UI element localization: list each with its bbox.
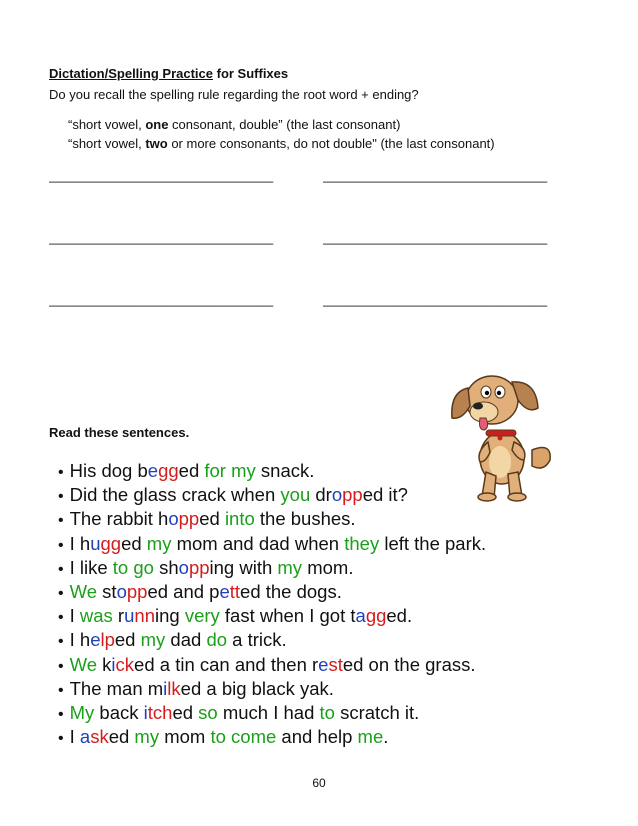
page-title: [49, 66, 288, 81]
sentence-item: [58, 677, 486, 701]
sentence-segment: sk: [90, 726, 109, 748]
sentence-segment: ed: [172, 701, 199, 723]
sentence-segment: His dog b: [69, 460, 148, 481]
sentence-segment: k: [97, 653, 112, 675]
bullet-icon: •: [58, 512, 64, 530]
sentence-segment: was: [79, 605, 113, 627]
sentence-segment: my: [140, 629, 166, 651]
sentence-segment: i: [143, 701, 148, 723]
bullet-icon: •: [58, 705, 64, 723]
sentence-segment: tch: [147, 701, 173, 723]
sentence-segment: e: [318, 653, 329, 675]
sentence-segment: st: [97, 580, 117, 602]
sentence-segment: ed and p: [147, 580, 220, 602]
title-underlined: Dictation/Spelling Practice: [49, 66, 213, 81]
page-number: 60: [312, 776, 326, 790]
sentence-segment: pp: [342, 484, 363, 506]
rule2-bold: two: [145, 136, 168, 151]
sentence-segment: me: [357, 726, 384, 748]
bullet-icon: •: [58, 657, 64, 675]
sentence-segment: .: [383, 726, 389, 748]
sentence-segment: We: [69, 580, 98, 602]
sentence-segment: ed: [121, 532, 147, 554]
sentence-segment: u: [90, 532, 101, 554]
sentence-segment: ed a big black yak.: [180, 677, 334, 699]
rule2-text: “short vowel,: [68, 136, 146, 151]
sentence-segment: ing with: [209, 556, 278, 578]
sentence-item: [58, 483, 486, 507]
sentence-segment: ck: [115, 653, 135, 675]
sentence-segment: a trick.: [227, 629, 287, 651]
sentence-segment: I like: [69, 556, 113, 578]
sentence-segment: to: [319, 701, 335, 723]
sentence-segment: o: [116, 580, 127, 602]
sentence-segment: I h: [69, 629, 91, 651]
sentence-segment: We: [69, 653, 98, 675]
sentence-item: [58, 604, 486, 628]
sentence-segment: g: [158, 460, 169, 481]
spelling-rule-question: Do you recall the spelling rule regarding the root word + ending?: [49, 87, 419, 102]
sentence-segment: they: [344, 532, 380, 554]
sentence-segment: ed: [178, 460, 205, 481]
sentence-segment: pp: [188, 556, 210, 578]
writing-line[interactable]: _______________________________: [49, 230, 274, 245]
sentence-segment: I: [69, 605, 80, 627]
sentence-segment: e: [219, 580, 230, 602]
sentence-segment: sh: [153, 556, 179, 578]
sentence-segment: e: [147, 460, 159, 481]
bullet-icon: •: [58, 488, 64, 506]
sentence-item: [58, 459, 486, 483]
sentence-segment: my: [146, 532, 172, 554]
sentence-item: [58, 580, 486, 604]
sentence-segment: ed a tin can and then r: [134, 653, 319, 675]
read-sentences-heading: Read these sentences.: [49, 425, 190, 440]
sentence-segment: The man m: [69, 677, 164, 699]
title-rest: for Suffixes: [213, 66, 289, 81]
rule1-text: “short vowel,: [68, 117, 146, 132]
sentence-segment: so: [198, 701, 218, 723]
sentence-segment: dr: [310, 484, 332, 506]
sentence-segment: o: [331, 484, 343, 506]
bullet-icon: •: [58, 730, 64, 748]
sentence-segment: Did the glass crack when: [69, 484, 281, 506]
bullet-icon: •: [58, 681, 64, 699]
bullet-icon: •: [58, 464, 64, 481]
rule-one-consonant: [68, 117, 400, 132]
sentence-list: [58, 459, 486, 749]
sentence-segment: to go: [112, 556, 154, 578]
sentence-segment: to come: [210, 726, 277, 748]
sentence-segment: i: [163, 677, 168, 699]
writing-line[interactable]: _______________________________: [323, 168, 548, 183]
sentence-segment: ed: [199, 508, 225, 530]
sentence-segment: and help: [276, 726, 358, 748]
rule1-bold: one: [145, 117, 169, 132]
sentence-item: [58, 556, 486, 580]
bullet-icon: •: [58, 560, 64, 578]
sentence-segment: you: [280, 484, 311, 506]
sentence-segment: scratch it.: [334, 701, 420, 723]
sentence-segment: left the park.: [379, 532, 487, 554]
sentence-item: [58, 701, 486, 725]
sentence-segment: ed: [114, 629, 141, 651]
writing-line[interactable]: _______________________________: [49, 292, 274, 307]
rule2-text-end: or more consonants, do not double" (the last consonant): [167, 136, 495, 151]
sentence-segment: back: [94, 701, 144, 723]
sentence-segment: for my: [204, 460, 256, 481]
sentence-segment: mom.: [302, 556, 354, 578]
sentence-segment: pp: [126, 580, 148, 602]
sentence-segment: o: [168, 508, 179, 530]
writing-line[interactable]: _______________________________: [323, 230, 548, 245]
sentence-segment: into: [224, 508, 255, 530]
sentence-segment: snack.: [255, 460, 315, 481]
sentence-segment: tt: [229, 580, 241, 602]
sentence-segment: ing: [154, 605, 185, 627]
sentence-segment: a: [355, 605, 366, 627]
sentence-segment: I h: [69, 532, 91, 554]
sentence-segment: lk: [167, 677, 181, 699]
sentence-segment: very: [184, 605, 220, 627]
sentence-item: [58, 725, 486, 749]
bullet-icon: •: [58, 633, 64, 651]
sentence-segment: ed the dogs.: [240, 580, 342, 602]
bullet-icon: •: [58, 609, 64, 627]
sentence-segment: r: [112, 605, 125, 627]
sentence-item: [58, 532, 486, 556]
sentence-segment: The rabbit h: [69, 508, 169, 530]
rule-two-consonants: [68, 136, 495, 151]
sentence-segment: mom: [159, 726, 211, 748]
bullet-icon: •: [58, 584, 64, 602]
sentence-item: [58, 507, 486, 531]
sentence-segment: the bushes.: [254, 508, 356, 530]
sentence-segment: a: [79, 726, 91, 748]
sentence-segment: ed it?: [362, 484, 408, 506]
sentence-segment: mom and dad when: [171, 532, 345, 554]
sentence-segment: gg: [365, 605, 387, 627]
sentence-segment: I: [69, 726, 80, 748]
sentence-segment: fast when I got t: [219, 605, 356, 627]
sentence-segment: o: [178, 556, 189, 578]
sentence-segment: nn: [134, 605, 155, 627]
sentence-segment: much I had: [217, 701, 320, 723]
sentence-item: [58, 628, 486, 652]
sentence-segment: st: [328, 653, 343, 675]
sentence-segment: pp: [178, 508, 200, 530]
sentence-segment: i: [111, 653, 116, 675]
sentence-segment: ed: [108, 726, 135, 748]
sentence-segment: u: [124, 605, 135, 627]
sentence-segment: ed on the grass.: [342, 653, 476, 675]
writing-line[interactable]: _______________________________: [49, 168, 274, 183]
rule1-text-end: consonant, double” (the last consonant): [168, 117, 401, 132]
sentence-segment: g: [168, 460, 179, 481]
sentence-segment: e: [90, 629, 101, 651]
sentence-segment: gg: [100, 532, 122, 554]
sentence-item: [58, 653, 486, 677]
writing-line[interactable]: _______________________________: [323, 292, 548, 307]
sentence-segment: ed.: [386, 605, 413, 627]
sentence-segment: dad: [165, 629, 207, 651]
sentence-segment: lp: [100, 629, 115, 651]
bullet-icon: •: [58, 536, 64, 554]
sentence-segment: do: [206, 629, 228, 651]
sentence-segment: my: [134, 726, 160, 748]
sentence-segment: My: [69, 701, 95, 723]
sentence-segment: my: [277, 556, 303, 578]
